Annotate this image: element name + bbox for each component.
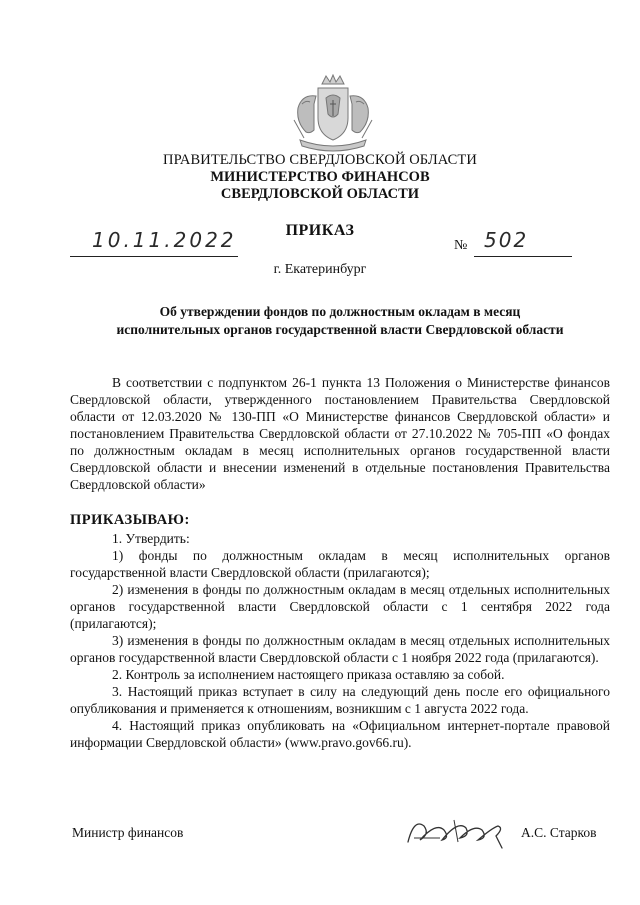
signatory-name: А.С. Старков <box>521 825 597 840</box>
item-3: 3. Настоящий приказ вступает в силу на следующий день после его официального опубликования и применяется к отношениям, возникшим с 1 августа 2022 года. <box>70 684 610 716</box>
preamble-block <box>70 374 610 493</box>
item-1-3: 3) изменения в фонды по должностным окладам в месяц отдельных исполнительных органов государственной власти Свердловской области с 1 ноября 2022 года (прилагаются). <box>70 633 610 665</box>
order-items <box>70 530 610 751</box>
order-word: ПРИКАЗЫВАЮ: <box>70 512 190 528</box>
number-label: № <box>454 238 468 253</box>
government-heading: ПРАВИТЕЛЬСТВО СВЕРДЛОВСКОЙ ОБЛАСТИ <box>163 152 477 168</box>
signatory-role: Министр финансов <box>72 825 184 840</box>
handwritten-signature <box>400 808 512 852</box>
date-underline <box>70 256 238 257</box>
item-4: 4. Настоящий приказ опубликовать на «Официальном интернет-портале правовой информации Свердловской области» (www.pravo.gov66.ru). <box>70 718 610 750</box>
document-type-title: ПРИКАЗ <box>285 222 355 239</box>
subject-line-1: Об утверждении фондов по должностным окладам в месяц <box>159 304 521 319</box>
item-1-1: 1) фонды по должностным окладам в месяц исполнительных органов государственной власти Свердловской области (прилагаются); <box>70 548 610 580</box>
ministry-heading: МИНИСТЕРСТВО ФИНАНСОВ <box>210 169 430 185</box>
item-2: 2. Контроль за исполнением настоящего приказа оставляю за собой. <box>112 667 505 682</box>
item-1-2: 2) изменения в фонды по должностным окладам в месяц отдельных исполнительных органов государственной власти Свердловской области с 1 сентября 2022 года (прилагаются); <box>70 582 610 631</box>
subject-line-2: исполнительных органов государственной власти Свердловской области <box>116 322 564 337</box>
item-1: 1. Утвердить: <box>112 531 190 546</box>
order-subject <box>70 303 610 339</box>
preamble-paragraph: В соответствии с подпунктом 26-1 пункта 13 Положения о Министерстве финансов Свердловской области, утвержденного постановлением Правительства Свердловской области от 12.03.2020 № 130-ПП «О Министерстве финансов Свердловской области» и постановлением Правительства Свердловской области от 27.10.2022 № 705-ПП «О фондах по должностным окладам в месяц исполнительных органов государственной власти Свердловской области и внесении изменений в отдельные постановления Правительства Свердловской области» <box>70 375 610 492</box>
order-date: 10.11.2022 <box>92 228 237 252</box>
city-label: г. Екатеринбург <box>273 262 367 277</box>
region-heading: СВЕРДЛОВСКОЙ ОБЛАСТИ <box>220 186 420 202</box>
order-number: 502 <box>484 228 529 252</box>
coat-of-arms-emblem <box>284 74 382 154</box>
number-underline <box>474 256 572 257</box>
